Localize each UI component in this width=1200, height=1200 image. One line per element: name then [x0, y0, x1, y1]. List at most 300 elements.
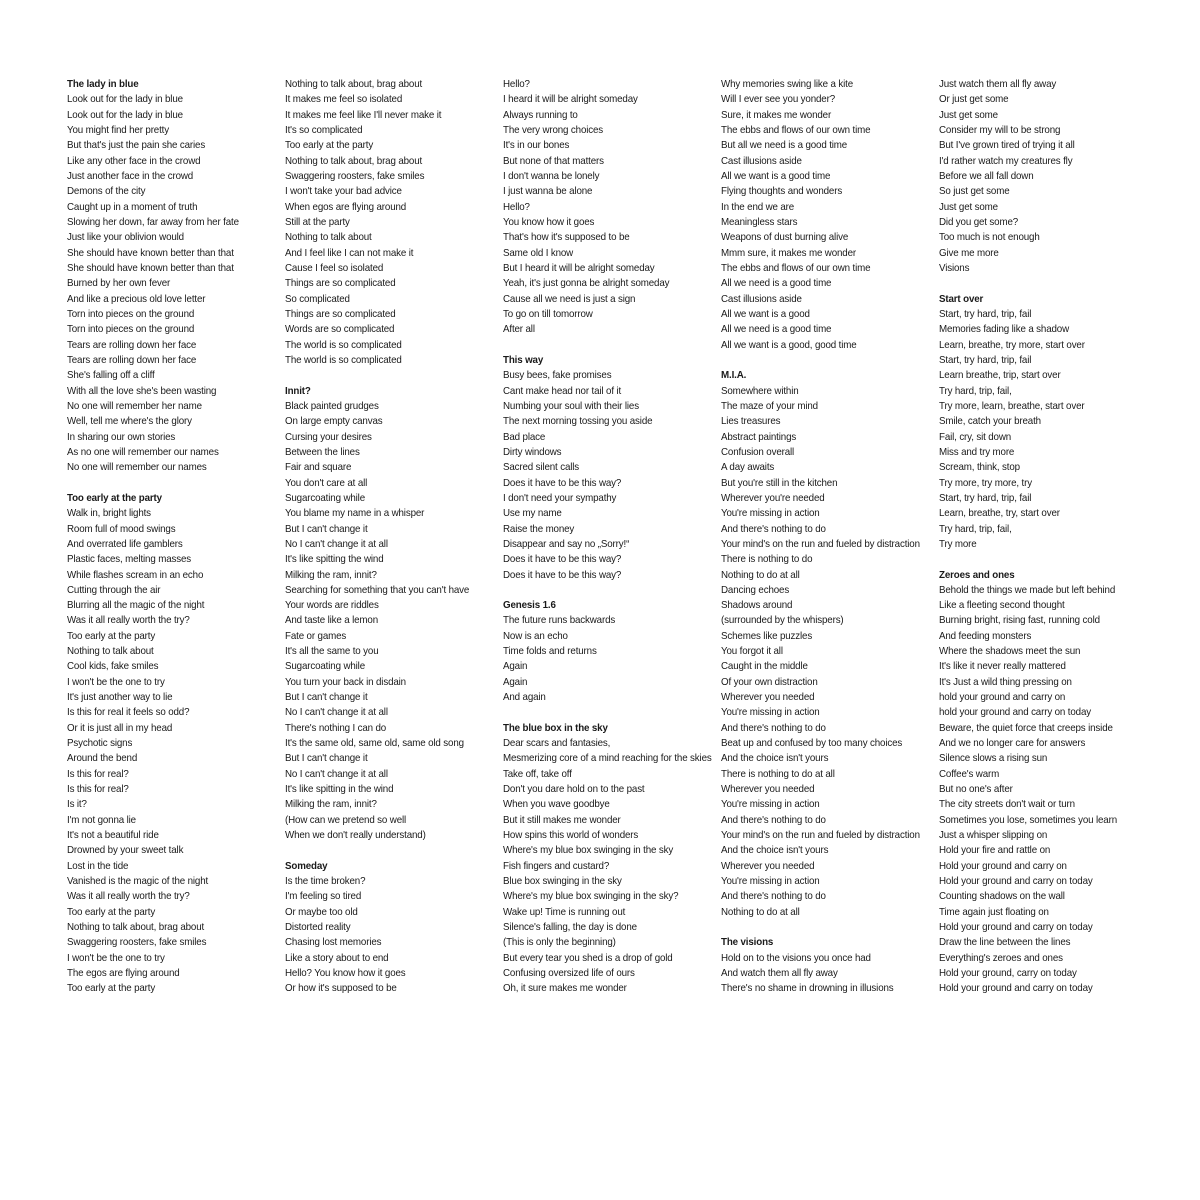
lyric-line: And the choice isn't yours	[721, 753, 829, 765]
lyric-line: Busy bees, fake promises	[503, 370, 612, 382]
lyric-line: Just a whisper slipping on	[939, 830, 1048, 842]
lyric-line: Smile, catch your breath	[939, 416, 1041, 428]
lyric-line: I heard it will be alright someday	[503, 94, 638, 106]
lyric-line: All we want is a good	[721, 308, 810, 320]
lyric-line: Start, try hard, trip, fail	[939, 354, 1032, 366]
lyric-line: Fail, cry, sit down	[939, 431, 1012, 443]
lyric-line: Try more, try more, try	[939, 477, 1032, 489]
lyric-line: Is this for real?	[67, 768, 129, 780]
lyric-line: There is nothing to do	[721, 554, 813, 566]
lyric-line: Your mind's on the run and fueled by distraction	[721, 830, 920, 842]
lyrics-column-2	[285, 77, 495, 997]
lyric-line: Swaggering roosters, fake smiles	[67, 937, 207, 949]
lyric-line: Start, try hard, trip, fail	[939, 492, 1032, 504]
lyric-line: But I've grown tired of trying it all	[939, 140, 1075, 152]
lyric-line: It's not a beautiful ride	[67, 830, 159, 842]
lyric-line: And watch them all fly away	[721, 968, 838, 980]
lyric-line: Confusing oversized life of ours	[503, 968, 635, 980]
lyric-line: And feeding monsters	[939, 630, 1032, 642]
lyric-line: Was it all really worth the try?	[67, 891, 190, 903]
lyric-line: Where the shadows meet the sun	[939, 646, 1081, 658]
lyric-line: Same old I know	[503, 247, 574, 259]
lyric-line: No I can't change it at all	[285, 768, 388, 780]
lyric-line: Hello? You know how it goes	[285, 968, 406, 980]
lyric-line: Schemes like puzzles	[721, 630, 813, 642]
lyric-line: No I can't change it at all	[285, 538, 388, 550]
lyric-line: Hold your ground and carry on today	[939, 876, 1093, 888]
lyric-line: Of your own distraction	[721, 676, 818, 688]
stanza-gap	[721, 920, 931, 935]
lyric-line: Cant make head nor tail of it	[503, 385, 622, 397]
lyric-line: Cast illusions aside	[721, 293, 802, 305]
lyric-line: Counting shadows on the wall	[939, 891, 1065, 903]
lyric-line: But I can't change it	[285, 692, 368, 704]
lyric-line: Like a story about to end	[285, 952, 389, 964]
lyric-line: Fish fingers and custard?	[503, 860, 610, 872]
lyric-line: So just get some	[939, 186, 1010, 198]
lyric-line: Chasing lost memories	[285, 937, 382, 949]
lyric-line: Meaningless stars	[721, 216, 798, 228]
lyric-line: Nothing to do at all	[721, 569, 800, 581]
lyric-line: Or it is just all in my head	[67, 722, 173, 734]
lyric-line: It's so complicated	[285, 124, 363, 136]
lyric-line: It's the same old, same old, same old song	[285, 738, 464, 750]
lyric-line: Again	[503, 661, 528, 673]
lyric-line: Learn, breathe, try more, start over	[939, 339, 1085, 351]
lyric-line: But I heard it will be alright someday	[503, 262, 655, 274]
lyric-line: Blurring all the magic of the night	[67, 600, 205, 612]
lyric-line: Look out for the lady in blue	[67, 109, 183, 121]
lyric-line: Beware, the quiet force that creeps inside	[939, 722, 1113, 734]
lyric-line: Walk in, bright lights	[67, 508, 151, 520]
lyric-line: And overrated life gamblers	[67, 538, 183, 550]
lyric-line: And there's nothing to do	[721, 814, 826, 826]
lyric-line: Try hard, trip, fail,	[939, 523, 1012, 535]
lyric-line: All we want is a good, good time	[721, 339, 857, 351]
lyric-line: You might find her pretty	[67, 124, 169, 136]
lyric-line: Hold your fire and rattle on	[939, 845, 1051, 857]
song-title: Genesis 1.6	[503, 600, 556, 612]
lyric-line: Now is an echo	[503, 630, 568, 642]
lyric-line: Too early at the party	[285, 140, 374, 152]
lyric-line: Demons of the city	[67, 186, 146, 198]
lyric-line: Give me more	[939, 247, 999, 259]
lyric-line: (surrounded by the whispers)	[721, 615, 844, 627]
lyric-line: Sugarcoating while	[285, 492, 366, 504]
lyric-line: And the choice isn't yours	[721, 845, 829, 857]
lyric-line: While flashes scream in an echo	[67, 569, 204, 581]
song-title: The visions	[721, 937, 774, 949]
lyric-line: Yeah, it's just gonna be alright someday	[503, 278, 670, 290]
lyric-line: Does it have to be this way?	[503, 477, 622, 489]
lyric-line: Too early at the party	[67, 983, 156, 995]
lyric-line: It's like spitting in the wind	[285, 784, 394, 796]
lyric-line: Blue box swinging in the sky	[503, 876, 622, 888]
lyric-line: Hold on to the visions you once had	[721, 952, 871, 964]
lyric-line: I don't need your sympathy	[503, 492, 617, 504]
lyric-line: Scream, think, stop	[939, 462, 1020, 474]
lyric-line: She should have known better than that	[67, 247, 234, 259]
lyric-line: Things are so complicated	[285, 308, 396, 320]
lyric-line: hold your ground and carry on	[939, 692, 1066, 704]
lyric-line: Psychotic signs	[67, 738, 133, 750]
lyric-line: Silence slows a rising sun	[939, 753, 1048, 765]
lyric-line: Just watch them all fly away	[939, 79, 1057, 90]
song-title: This way	[503, 354, 544, 366]
lyric-line: There's nothing I can do	[285, 722, 387, 734]
lyric-line: Fate or games	[285, 630, 347, 642]
lyric-line: So complicated	[285, 293, 350, 305]
lyric-line: Vanished is the magic of the night	[67, 876, 209, 888]
lyric-line: When you wave goodbye	[503, 799, 610, 811]
lyric-line: Dirty windows	[503, 446, 562, 458]
lyric-line: Before we all fall down	[939, 170, 1034, 182]
lyric-line: Your mind's on the run and fueled by distraction	[721, 538, 920, 550]
lyric-line: Too early at the party	[67, 906, 156, 918]
lyric-line: Draw the line between the lines	[939, 937, 1071, 949]
lyric-line: Take off, take off	[503, 768, 572, 780]
lyric-line: And like a precious old love letter	[67, 293, 206, 305]
lyric-line: Try more, learn, breathe, start over	[939, 400, 1085, 412]
lyric-line: And again	[503, 692, 546, 704]
lyric-line: Burning bright, rising fast, running cold	[939, 615, 1100, 627]
lyric-line: Dear scars and fantasies,	[503, 738, 611, 750]
lyric-line: Slowing her down, far away from her fate	[67, 216, 239, 228]
lyric-line: Don't you dare hold on to the past	[503, 784, 645, 796]
stanza-gap	[939, 276, 1149, 291]
lyric-line: Cursing your desires	[285, 431, 372, 443]
lyric-line: Your words are riddles	[285, 600, 379, 612]
lyric-line: And there's nothing to do	[721, 523, 826, 535]
song-title: Start over	[939, 293, 984, 305]
lyric-line: Try hard, trip, fail,	[939, 385, 1012, 397]
lyric-line: And taste like a lemon	[285, 615, 379, 627]
lyric-line: Or just get some	[939, 94, 1009, 106]
lyric-line: Hello?	[503, 79, 530, 90]
lyric-line: You forgot it all	[721, 646, 783, 658]
lyric-line: Like any other face in the crowd	[67, 155, 201, 167]
lyric-line: There is nothing to do at all	[721, 768, 835, 780]
lyric-line: Where's my blue box swinging in the sky	[503, 845, 674, 857]
lyric-line: Learn breathe, trip, start over	[939, 370, 1061, 382]
lyric-line: But none of that matters	[503, 155, 604, 167]
lyric-line: Drowned by your sweet talk	[67, 845, 184, 857]
lyric-line: And I feel like I can not make it	[285, 247, 414, 259]
lyric-line: Nothing to talk about, brag about	[285, 79, 423, 90]
lyric-line: Cause all we need is just a sign	[503, 293, 636, 305]
lyric-line: Or how it's supposed to be	[285, 983, 397, 995]
lyric-line: Caught up in a moment of truth	[67, 201, 198, 213]
lyric-line: It's in our bones	[503, 140, 570, 152]
lyric-line: Is this for real?	[67, 784, 129, 796]
lyric-line: Just get some	[939, 201, 998, 213]
lyric-line: Will I ever see you yonder?	[721, 94, 836, 106]
lyric-line: The very wrong choices	[503, 124, 604, 136]
lyric-line: Does it have to be this way?	[503, 569, 622, 581]
lyric-line: Mesmerizing core of a mind reaching for the skies	[503, 753, 712, 765]
lyric-line: And we no longer care for answers	[939, 738, 1086, 750]
lyric-line: You turn your back in disdain	[285, 676, 406, 688]
lyric-line: Too early at the party	[67, 630, 156, 642]
lyric-line: You're missing in action	[721, 799, 820, 811]
lyric-line: But it still makes me wonder	[503, 814, 621, 826]
lyric-line: There's no shame in drowning in illusions	[721, 983, 894, 995]
lyric-line: Between the lines	[285, 446, 360, 458]
lyric-line: I just wanna be alone	[503, 186, 593, 198]
lyric-line: Oh, it sure makes me wonder	[503, 983, 627, 995]
lyric-line: Sugarcoating while	[285, 661, 366, 673]
lyric-line: Did you get some?	[939, 216, 1019, 228]
song-title: Innit?	[285, 385, 311, 397]
lyric-line: All we want is a good time	[721, 170, 831, 182]
lyric-line: Mmm sure, it makes me wonder	[721, 247, 857, 259]
lyric-line: Numbing your soul with their lies	[503, 400, 639, 412]
lyric-line: And there's nothing to do	[721, 722, 826, 734]
lyric-line: Lies treasures	[721, 416, 781, 428]
lyric-line: The future runs backwards	[503, 615, 616, 627]
lyric-line: Is the time broken?	[285, 876, 366, 888]
lyric-line: And there's nothing to do	[721, 891, 826, 903]
lyric-line: I'm not gonna lie	[67, 814, 136, 826]
lyric-line: No one will remember our names	[67, 462, 207, 474]
lyric-line: Nothing to talk about	[67, 646, 154, 658]
lyric-line: Is this for real it feels so odd?	[67, 707, 190, 719]
lyric-line: A day awaits	[721, 462, 775, 474]
lyric-line: Miss and try more	[939, 446, 1015, 458]
lyric-line: Coffee's warm	[939, 768, 1000, 780]
lyric-line: In sharing our own stories	[67, 431, 176, 443]
lyric-line: It makes me feel like I'll never make it	[285, 109, 442, 121]
lyric-line: Torn into pieces on the ground	[67, 308, 195, 320]
stanza-gap	[939, 552, 1149, 567]
lyric-line: Cause I feel so isolated	[285, 262, 384, 274]
stanza-gap	[503, 583, 713, 598]
lyric-line: It's Just a wild thing pressing on	[939, 676, 1072, 688]
lyric-line: It's like spitting the wind	[285, 554, 384, 566]
lyric-line: When egos are flying around	[285, 201, 407, 213]
lyric-line: But all we need is a good time	[721, 140, 848, 152]
lyric-line: Nothing to do at all	[721, 906, 800, 918]
lyric-line: Always running to	[503, 109, 578, 121]
lyric-line: Hold your ground and carry on today	[939, 983, 1093, 995]
lyric-line: Raise the money	[503, 523, 575, 535]
lyric-line: She's falling off a cliff	[67, 370, 155, 382]
lyric-line: Confusion overall	[721, 446, 795, 458]
lyrics-column-5	[939, 77, 1149, 997]
lyric-line: You know how it goes	[503, 216, 595, 228]
lyric-line: Still at the party	[285, 216, 350, 228]
lyric-line: But that's just the pain she caries	[67, 140, 206, 152]
lyric-line: Fair and square	[285, 462, 352, 474]
lyric-line: You're missing in action	[721, 707, 820, 719]
lyric-line: Wherever you needed	[721, 860, 815, 872]
lyric-line: When we don't really understand)	[285, 830, 426, 842]
lyric-line: Memories fading like a shadow	[939, 324, 1070, 336]
lyric-line: I'd rather watch my creatures fly	[939, 155, 1073, 167]
stanza-gap	[285, 368, 495, 383]
lyric-line: I won't be the one to try	[67, 952, 165, 964]
lyric-line: Nothing to talk about	[285, 232, 372, 244]
lyric-line: That's how it's supposed to be	[503, 232, 630, 244]
lyric-line: The next morning tossing you aside	[503, 416, 653, 428]
lyric-line: Cutting through the air	[67, 584, 161, 596]
lyric-line: I won't be the one to try	[67, 676, 165, 688]
lyrics-column-1	[67, 77, 277, 997]
lyric-line: To go on till tomorrow	[503, 308, 593, 320]
lyric-line: Sometimes you lose, sometimes you learn	[939, 814, 1117, 826]
song-title: Zeroes and ones	[939, 569, 1015, 581]
lyric-line: Too much is not enough	[939, 232, 1040, 244]
lyric-line: But no one's after	[939, 784, 1013, 796]
lyric-line: Bad place	[503, 431, 546, 443]
lyric-line: Distorted reality	[285, 922, 351, 934]
lyric-line: Sure, it makes me wonder	[721, 109, 832, 121]
lyric-line: Swaggering roosters, fake smiles	[285, 170, 425, 182]
lyric-line: Again	[503, 676, 528, 688]
lyric-line: Things are so complicated	[285, 278, 396, 290]
lyric-line: Start, try hard, trip, fail	[939, 308, 1032, 320]
stanza-gap	[285, 843, 495, 858]
lyric-line: The ebbs and flows of our own time	[721, 262, 871, 274]
lyric-line: All we need is a good time	[721, 278, 832, 290]
lyrics-column-3	[503, 77, 713, 997]
lyric-line: After all	[503, 324, 535, 336]
lyric-line: But every tear you shed is a drop of gold	[503, 952, 673, 964]
lyric-line: The world is so complicated	[285, 354, 402, 366]
lyric-line: Learn, breathe, try, start over	[939, 508, 1060, 520]
lyric-line: Like a fleeting second thought	[939, 600, 1065, 612]
lyric-line: Lost in the tide	[67, 860, 129, 872]
lyric-line: Tears are rolling down her face	[67, 339, 197, 351]
lyric-line: Milking the ram, innit?	[285, 799, 377, 811]
lyric-line: Just like your oblivion would	[67, 232, 184, 244]
lyric-line: Room full of mood swings	[67, 523, 176, 535]
lyric-line: Around the bend	[67, 753, 138, 765]
lyric-line: Hold your ground and carry on	[939, 860, 1067, 872]
lyric-line: The city streets don't wait or turn	[939, 799, 1075, 811]
song-title: M.I.A.	[721, 370, 747, 382]
lyric-line: But I can't change it	[285, 523, 368, 535]
lyric-line: Look out for the lady in blue	[67, 94, 183, 106]
lyric-line: Nothing to talk about, brag about	[285, 155, 423, 167]
lyric-line: In the end we are	[721, 201, 795, 213]
lyric-line: Flying thoughts and wonders	[721, 186, 843, 198]
song-title: Someday	[285, 860, 328, 872]
lyric-line: It's like it never really mattered	[939, 661, 1066, 673]
lyric-line: Wake up! Time is running out	[503, 906, 626, 918]
lyric-line: No I can't change it at all	[285, 707, 388, 719]
lyric-line: Why memories swing like a kite	[721, 79, 854, 90]
lyric-line: With all the love she's been wasting	[67, 385, 217, 397]
lyric-line: But I can't change it	[285, 753, 368, 765]
lyric-line: Consider my will to be strong	[939, 124, 1061, 136]
lyric-line: Everything's zeroes and ones	[939, 952, 1063, 964]
lyric-line: Behold the things we made but left behind	[939, 584, 1116, 596]
lyric-line: Caught in the middle	[721, 661, 808, 673]
lyric-line: Dancing echoes	[721, 584, 790, 596]
lyric-line: Wherever you needed	[721, 692, 815, 704]
lyric-line: Disappear and say no „Sorry!“	[503, 538, 630, 550]
stanza-gap	[67, 476, 277, 491]
lyric-line: But you're still in the kitchen	[721, 477, 838, 489]
lyric-line: It's all the same to you	[285, 646, 379, 658]
lyric-line: Just get some	[939, 109, 998, 121]
lyric-line: You blame my name in a whisper	[285, 508, 425, 520]
lyric-line: Milking the ram, innit?	[285, 569, 377, 581]
lyric-line: Nothing to talk about, brag about	[67, 922, 205, 934]
lyric-line: Where's my blue box swinging in the sky?	[503, 891, 679, 903]
lyric-line: How spins this world of wonders	[503, 830, 639, 842]
lyric-line: On large empty canvas	[285, 416, 383, 428]
lyric-line: Beat up and confused by too many choices	[721, 738, 903, 750]
lyric-line: Is it?	[67, 799, 87, 811]
lyric-line: All we need is a good time	[721, 324, 832, 336]
lyric-line: Shadows around	[721, 600, 793, 612]
lyric-line: Abstract paintings	[721, 431, 797, 443]
lyric-line: Well, tell me where's the glory	[67, 416, 192, 428]
lyric-line: It makes me feel so isolated	[285, 94, 403, 106]
lyric-line: Or maybe too old	[285, 906, 358, 918]
lyric-line: Torn into pieces on the ground	[67, 324, 195, 336]
lyric-line: Does it have to be this way?	[503, 554, 622, 566]
lyric-line: I don't wanna be lonely	[503, 170, 600, 182]
lyric-line: Time again just floating on	[939, 906, 1049, 918]
lyric-line: Sacred silent calls	[503, 462, 580, 474]
lyric-line: hold your ground and carry on today	[939, 707, 1091, 719]
lyric-line: The ebbs and flows of our own time	[721, 124, 871, 136]
lyric-line: Use my name	[503, 508, 562, 520]
lyric-line: Wherever you needed	[721, 784, 815, 796]
lyric-line: The egos are flying around	[67, 968, 180, 980]
lyric-line: I won't take your bad advice	[285, 186, 402, 198]
lyric-line: (How can we pretend so well	[285, 814, 407, 826]
lyric-line: Silence's falling, the day is done	[503, 922, 637, 934]
lyric-line: No one will remember her name	[67, 400, 202, 412]
lyric-line: Wherever you're needed	[721, 492, 825, 504]
lyric-line: Try more	[939, 538, 977, 550]
stanza-gap	[721, 353, 931, 368]
lyric-line: Weapons of dust burning alive	[721, 232, 849, 244]
lyric-line: Searching for something that you can't have	[285, 584, 470, 596]
lyric-line: You're missing in action	[721, 508, 820, 520]
lyric-line: (This is only the beginning)	[503, 937, 616, 949]
lyric-line: The maze of your mind	[721, 400, 818, 412]
lyric-line: The world is so complicated	[285, 339, 402, 351]
lyric-line: Just another face in the crowd	[67, 170, 194, 182]
lyric-line: Hold your ground, carry on today	[939, 968, 1077, 980]
lyric-line: As no one will remember our names	[67, 446, 219, 458]
lyric-line: It's just another way to lie	[67, 692, 173, 704]
lyric-line: Hold your ground and carry on today	[939, 922, 1093, 934]
lyrics-column-4	[721, 77, 931, 997]
song-title: The lady in blue	[67, 79, 139, 90]
lyric-line: Visions	[939, 262, 970, 274]
lyric-line: Black painted grudges	[285, 400, 379, 412]
stanza-gap	[503, 705, 713, 720]
lyric-line: Cool kids, fake smiles	[67, 661, 159, 673]
song-title: Too early at the party	[67, 492, 162, 504]
lyric-line: She should have known better than that	[67, 262, 234, 274]
lyric-line: I'm feeling so tired	[285, 891, 362, 903]
lyric-line: You're missing in action	[721, 876, 820, 888]
lyric-line: Somewhere within	[721, 385, 799, 397]
stanza-gap	[503, 338, 713, 353]
lyric-line: Tears are rolling down her face	[67, 354, 197, 366]
lyric-line: Cast illusions aside	[721, 155, 802, 167]
song-title: The blue box in the sky	[503, 722, 608, 734]
lyric-line: Time folds and returns	[503, 646, 597, 658]
lyric-line: Plastic faces, melting masses	[67, 554, 192, 566]
